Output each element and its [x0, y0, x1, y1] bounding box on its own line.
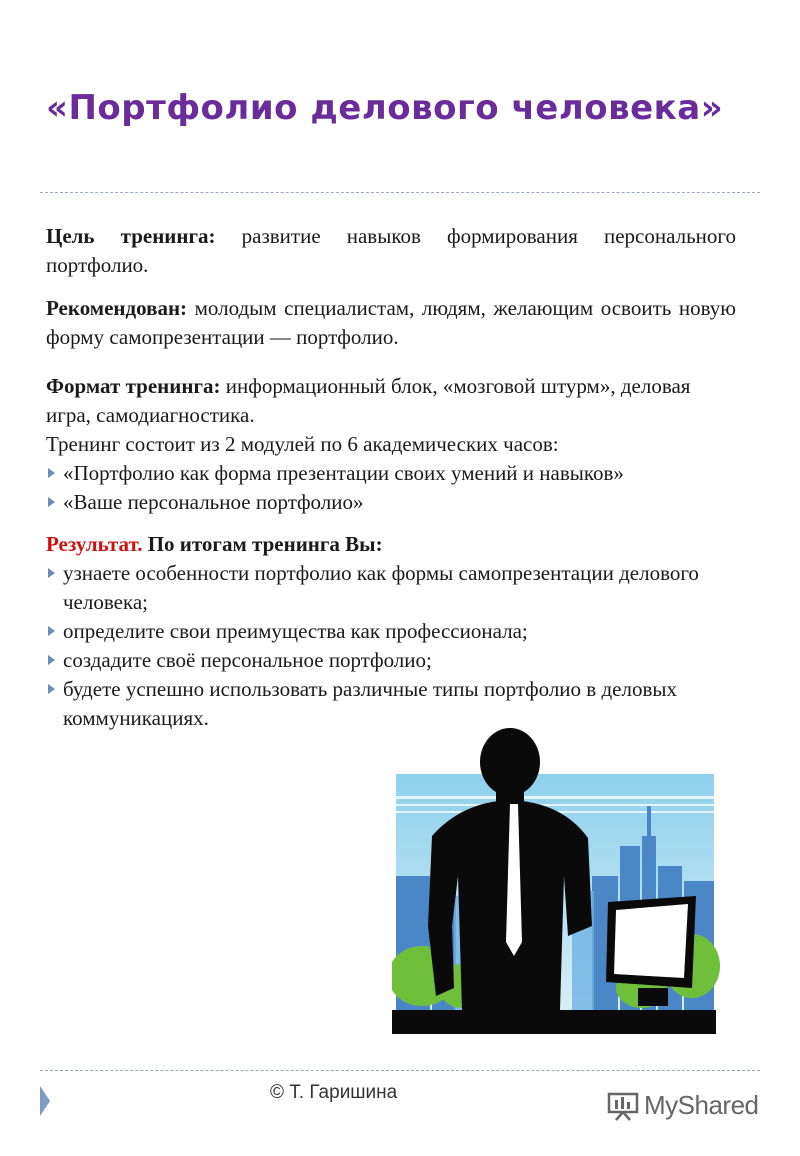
top-divider — [40, 192, 760, 193]
desk — [392, 1010, 716, 1034]
bullet-arrow-icon — [48, 626, 55, 636]
bullet-arrow-icon — [48, 468, 55, 478]
result-text: будете успешно использовать различные типы портфолио в деловых коммуникациях. — [63, 677, 677, 730]
bullet-arrow-icon — [48, 568, 55, 578]
bullet-arrow-icon — [48, 684, 55, 694]
result-text: определите свои преимущества как профессионала; — [63, 619, 528, 643]
result-label: Результат. — [46, 532, 143, 556]
format-text: информационный блок, «мозговой штурм», деловая игра, самодиагностика. — [46, 374, 691, 427]
recommended-paragraph — [46, 294, 736, 352]
page-title: «Портфолио делового человека» — [46, 88, 724, 128]
recommended-text: молодым специалистам, людям, желающим освоить новую форму самопрезентации — портфолио. — [46, 296, 736, 349]
bottom-divider — [40, 1070, 760, 1071]
format-paragraph — [46, 372, 736, 430]
module-text: «Портфолио как форма презентации своих умений и навыков» — [63, 461, 624, 485]
bullet-arrow-icon — [48, 497, 55, 507]
bullet-arrow-icon — [48, 655, 55, 665]
presentation-board-icon — [606, 1091, 640, 1121]
module-text: «Ваше персональное портфолио» — [63, 490, 364, 514]
result-subtitle: По итогам тренинга Вы: — [147, 532, 383, 556]
modules-intro: Тренинг состоит из 2 модулей по 6 академических часов: — [46, 432, 559, 456]
goal-text: развитие навыков формирования персонального портфолио. — [46, 224, 736, 277]
format-label: Формат тренинга: — [46, 374, 221, 398]
result-item — [46, 675, 736, 733]
result-item — [46, 559, 736, 617]
copyright-text: © Т. Гаришина — [270, 1082, 398, 1103]
logo-text: MyShared — [644, 1090, 759, 1120]
businessman-illustration — [392, 726, 728, 1038]
result-heading — [46, 530, 736, 559]
slide-body — [46, 222, 736, 733]
result-text: узнаете особенности портфолио как формы самопрезентации делового человека; — [63, 561, 699, 614]
goal-paragraph — [46, 222, 736, 280]
module-item — [46, 488, 736, 517]
recommended-label: Рекомендован: — [46, 296, 188, 320]
result-item — [46, 617, 736, 646]
goal-label: Цель тренинга: — [46, 224, 216, 248]
previous-slide-arrow-icon[interactable] — [40, 1086, 50, 1116]
result-item — [46, 646, 736, 675]
result-text: создадите своё персональное портфолио; — [63, 648, 432, 672]
myshared-logo[interactable] — [606, 1090, 759, 1121]
module-item — [46, 459, 736, 488]
